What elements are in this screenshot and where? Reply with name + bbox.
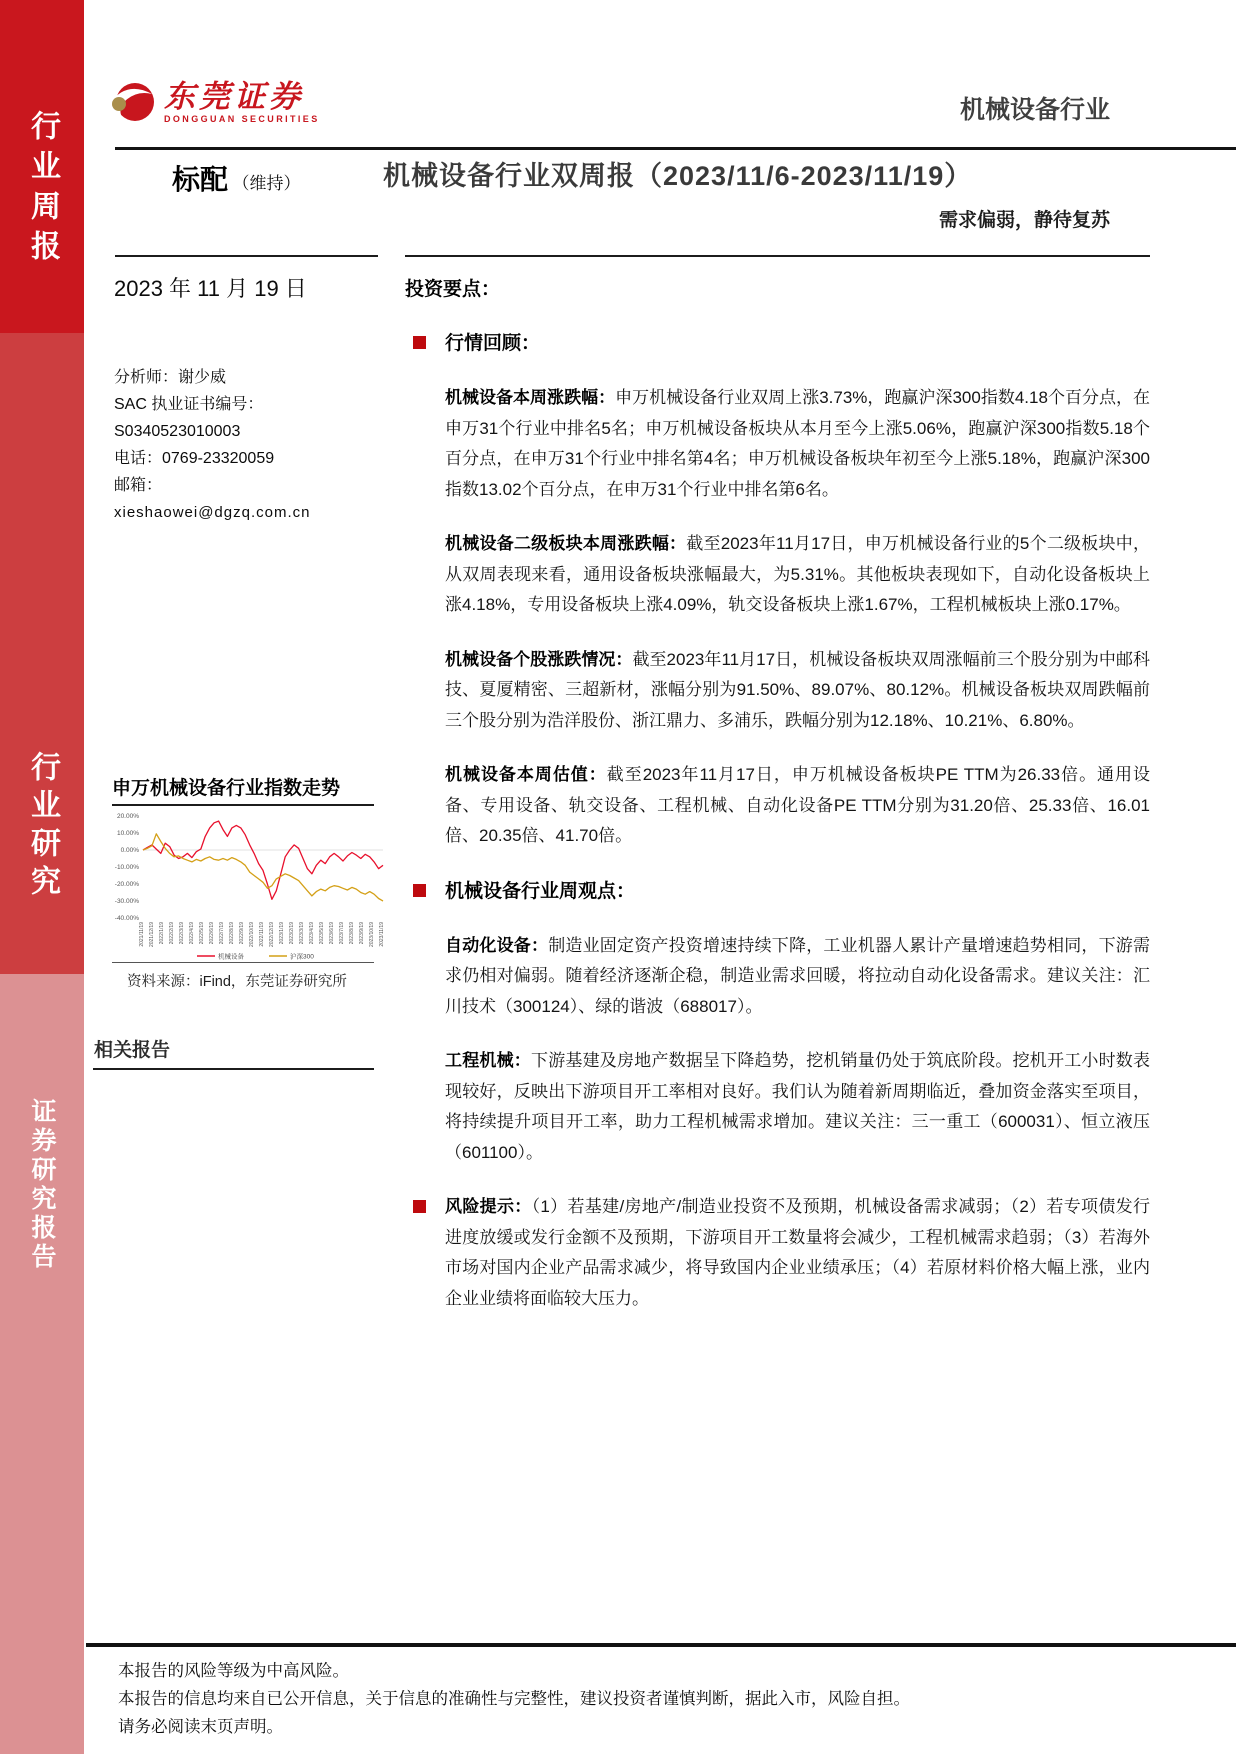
bullet-square-icon [413, 1200, 426, 1213]
chart-x-tick: 2023/8/19 [349, 922, 355, 945]
paragraph-text: 制造业固定资产投资增速持续下降，工业机器人累计产量增速趋势相同，下游需求仍相对偏弱。随着经济逐渐企稳，制造业需求回暖，将拉动自动化设备需求。建议关注：汇川技术（300124）、绿的谐波（688017）。 [445, 935, 1151, 1016]
sidebar [0, 0, 84, 1754]
analyst-block [114, 364, 310, 526]
investment-blocks [385, 328, 1150, 1314]
chart-title: 申万机械设备行业指数走势 [112, 778, 341, 799]
index-chart [105, 806, 390, 971]
brand-name-cn: 东莞证券 [164, 79, 304, 115]
bullet-square-icon [413, 884, 426, 897]
chart-x-tick: 2022/11/19 [259, 922, 265, 947]
bullet-square-icon [413, 336, 426, 349]
chart-x-tick: 2022/8/19 [229, 922, 235, 945]
related-reports-rule [93, 1068, 374, 1070]
report-paragraph [385, 529, 1150, 621]
chart-x-tick: 2023/5/19 [319, 922, 325, 945]
paragraph-text: 截至2023年11月17日，申万机械设备板块PE TTM为26.33倍。通用设备、专用设备、轨交设备、工程机械、自动化设备PE TTM分别为31.20倍、25.33倍、16.01倍、20.35倍、41.70倍。 [445, 765, 1150, 845]
chart-x-tick: 2022/9/19 [239, 922, 245, 945]
chart-x-tick: 2022/5/19 [199, 922, 205, 945]
chart-source: 资料来源：iFind，东莞证券研究所 [127, 974, 347, 990]
chart-x-tick: 2022/12/19 [269, 922, 275, 948]
chart-series-0 [143, 821, 383, 899]
right-column-rule [405, 255, 1150, 257]
report-date: 2023 年 11 月 19 日 [114, 276, 307, 301]
chart-x-tick: 2023/10/19 [369, 922, 375, 948]
chart-x-tick: 2023/9/19 [359, 922, 365, 945]
analyst-line: xieshaowei@dgzq.com.cn [114, 504, 311, 521]
footer-rule [86, 1643, 1236, 1647]
footer-disclaimer [118, 1657, 910, 1741]
chart-y-tick: -40.00% [114, 915, 139, 922]
report-paragraph [385, 1192, 1150, 1314]
industry-label: 机械设备行业 [959, 96, 1110, 124]
chart-x-tick: 2023/2/19 [289, 922, 295, 945]
paragraph-lead: 机械设备本周涨跌幅： [445, 388, 616, 407]
brand-name-en: DONGGUAN SECURITIES [164, 114, 320, 124]
source-rule [112, 962, 374, 963]
investment-summary [385, 276, 1150, 1314]
header-rule [115, 147, 1236, 150]
chart-x-tick: 2021/12/19 [149, 922, 155, 948]
paragraph-text: 申万机械设备行业双周上涨3.73%，跑赢沪深300指数4.18个百分点，在申万31个行业中排名5名；申万机械设备板块从本月至今上涨5.06%，跑赢沪深300指数5.18个百分点，在申万31个行业中排名第4名；申万机械设备板块年初至今上涨5.18%，跑赢沪深300指数13.02个百分点，在申万31个行业中排名第6名。 [445, 388, 1150, 499]
chart-x-tick: 2022/2/19 [169, 922, 175, 945]
chart-x-tick: 2022/6/19 [209, 922, 215, 945]
paragraph-text: （1）若基建/房地产/制造业投资不及预期，机械设备需求减弱；（2）若专项债发行进度放缓或发行金额不及预期，下游项目开工数量将会减少，工程机械需求趋弱；（3）若海外市场对国内企业产品需求减少，将导致国内企业业绩承压；（4）若原材料价格大幅上涨，业内企业业绩将面临较大压力。 [445, 1197, 1151, 1308]
brand-logo-icon [110, 80, 156, 128]
chart-y-tick: -10.00% [114, 864, 139, 871]
paragraph-lead: 机械设备个股涨跌情况： [445, 649, 633, 669]
chart-x-tick: 2022/1/19 [159, 922, 165, 945]
left-column-rule [115, 255, 378, 257]
section-heading [385, 328, 1150, 359]
analyst-line: 分析师：谢少威 [114, 369, 227, 386]
report-subtitle: 需求偏弱，静待复苏 [938, 210, 1110, 231]
chart-x-tick: 2023/6/19 [329, 922, 335, 945]
related-reports-heading: 相关报告 [94, 1040, 171, 1061]
brand-text [164, 80, 320, 124]
paragraph-lead: 机械设备行业周观点： [445, 880, 636, 902]
analyst-line: SAC 执业证书编号： [114, 396, 264, 413]
footer-line: 本报告的信息均来自已公开信息，关于信息的准确性与完整性，建议投资者谨慎判断，据此入市，风险自担。 [118, 1690, 910, 1708]
paragraph-lead: 机械设备本周估值： [445, 765, 607, 784]
paragraph-text: 截至2023年11月17日，机械设备板块双周涨幅前三个股分别为中邮科技、夏厦精密、三超新材，涨幅分别为91.50%、89.07%、80.12%。机械设备板块双周跌幅前三个股分别为浩洋股份、浙江鼎力、多浦乐，跌幅分别为12.18%、10.21%、6.80%。 [445, 649, 1151, 730]
chart-x-tick: 2023/11/19 [379, 922, 385, 947]
chart-y-tick: -30.00% [114, 898, 139, 905]
chart-x-tick: 2023/4/19 [309, 922, 315, 945]
chart-y-tick: 20.00% [116, 813, 139, 820]
footer-line: 请务必阅读末页声明。 [118, 1718, 283, 1736]
chart-x-tick: 2023/1/19 [279, 922, 285, 945]
report-paragraph [385, 1046, 1150, 1168]
analyst-line: 电话：0769-23320059 [114, 450, 275, 467]
paragraph-lead: 工程机械： [445, 1051, 531, 1070]
paragraph-lead: 自动化设备： [445, 935, 549, 955]
paragraph-text: 截至2023年11月17日，申万机械设备行业的5个二级板块中，从双周表现来看，通用设备板块涨幅最大，为5.31%。其他板块表现如下，自动化设备板块上涨4.18%，专用设备板块上涨4.09%，轨交设备板块上涨1.67%，工程机械板块上涨0.17%。 [445, 534, 1150, 614]
chart-x-tick: 2022/4/19 [189, 922, 195, 945]
chart-x-tick: 2022/3/19 [179, 922, 185, 945]
paragraph-lead: 行情回顾： [445, 333, 541, 354]
paragraph-lead: 风险提示： [445, 1197, 532, 1216]
chart-y-tick: 0.00% [120, 847, 139, 854]
analyst-line: S0340523010003 [114, 423, 241, 440]
report-paragraph [385, 383, 1150, 505]
footer-line: 本报告的风险等级为中高风险。 [118, 1662, 349, 1680]
sidebar-section-label: 行业研究 [26, 751, 59, 903]
paragraph-lead: 机械设备二级板块本周涨跌幅： [445, 534, 687, 553]
analyst-line: 邮箱： [114, 477, 163, 494]
chart-y-tick: -20.00% [114, 881, 139, 888]
chart-y-tick: 10.00% [116, 830, 139, 837]
sidebar-section-2 [0, 974, 84, 1754]
sidebar-section-0 [0, 0, 84, 333]
chart-x-tick: 2022/10/19 [249, 922, 255, 948]
investment-heading: 投资要点： [405, 279, 501, 300]
chart-x-tick: 2023/3/19 [299, 922, 305, 945]
legend-label-1: 沪深300 [290, 953, 314, 961]
brand-logo [110, 80, 320, 128]
legend-label-0: 机械设备 [218, 953, 244, 961]
chart-series-1 [143, 834, 383, 901]
sidebar-section-label: 行业周报 [26, 110, 59, 270]
chart-x-tick: 2023/7/19 [339, 922, 345, 945]
report-paragraph [385, 760, 1150, 852]
report-title: 机械设备行业双周报（2023/11/6-2023/11/19） [383, 161, 973, 191]
paragraph-text: 下游基建及房地产数据呈下降趋势，挖机销量仍处于筑底阶段。挖机开工小时数表现较好，反映出下游项目开工率相对良好。我们认为随着新周期临近，叠加资金落实至项目，将持续提升项目开工率，助力工程机械需求增加。建议关注：三一重工（600031）、恒立液压（601100）。 [445, 1051, 1150, 1162]
report-paragraph [385, 931, 1150, 1023]
sidebar-section-label: 证券研究报告 [28, 1098, 56, 1272]
section-heading [385, 876, 1150, 907]
chart-x-tick: 2022/7/19 [219, 922, 225, 945]
sidebar-section-1 [0, 333, 84, 974]
rating-value: 标配 [172, 164, 229, 195]
chart-x-tick: 2021/11/19 [139, 922, 145, 947]
report-paragraph [385, 645, 1150, 737]
rating-note: （维持） [232, 174, 301, 193]
rating-block [172, 158, 300, 198]
